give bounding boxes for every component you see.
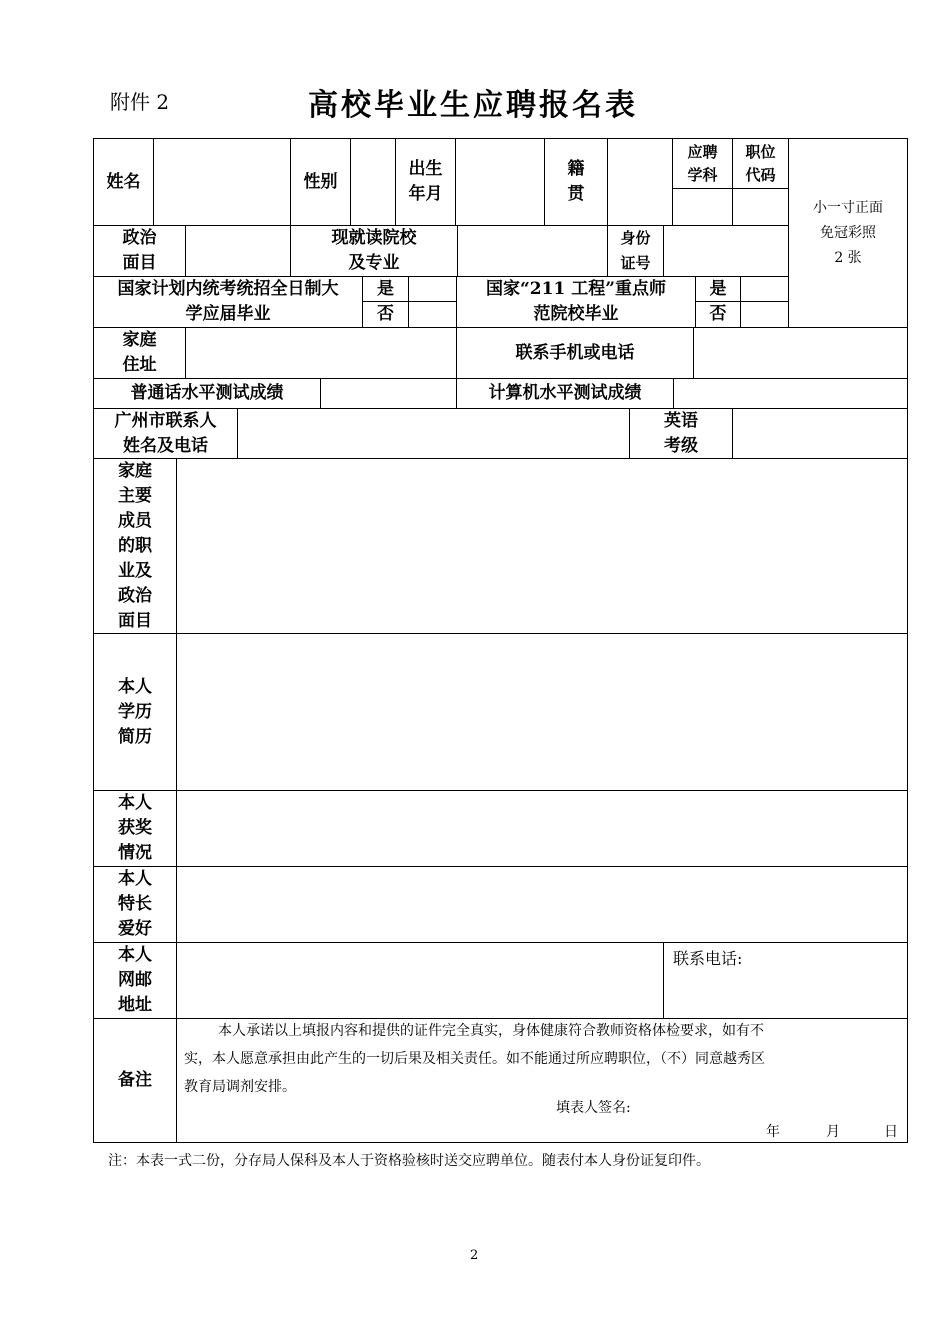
national-plan-no-checkbox[interactable] (409, 302, 456, 327)
native-place-label: 籍 贯 (567, 159, 585, 204)
computer-score-label: 计算机水平测试成绩 (488, 383, 642, 403)
political-status-label: 政治 面目 (122, 228, 157, 273)
remarks-text (184, 1017, 904, 1101)
signature-field[interactable] (650, 1095, 850, 1117)
applied-subject-field[interactable] (673, 189, 732, 225)
national-plan-no-label: 否 (377, 304, 394, 324)
putonghua-score-label: 普通话水平测试成绩 (130, 383, 284, 403)
key-normal-school-label: 国家“211 工程”重点师 范院校毕业 (486, 279, 666, 324)
contact-phone-field[interactable] (664, 970, 907, 1018)
awards-label: 本人 获奖 情况 (118, 793, 152, 863)
remarks-line-2: 实，本人愿意承担由此产生的一切后果及相关责任。如不能通过所应聘职位，（不）同意越秀区 (184, 1051, 765, 1067)
awards-field[interactable] (177, 791, 907, 866)
email-label: 本人 网邮 地址 (118, 945, 152, 1015)
name-label: 姓名 (106, 171, 141, 192)
education-resume-field[interactable] (177, 634, 907, 790)
date-day-label: 日 (884, 1124, 898, 1140)
native-place-field[interactable] (608, 139, 672, 225)
id-number-label: 身份 证号 (620, 229, 651, 272)
remarks-label: 备注 (118, 1070, 152, 1090)
school-major-label: 现就读院校 及专业 (331, 228, 417, 273)
key-school-yes-label: 是 (709, 278, 727, 299)
english-level-field[interactable] (733, 409, 907, 458)
footnote: 注：本表一式二份，分存局人保科及本人于资格验核时送交应聘单位。随表付本人身份证复印件。 (108, 1153, 710, 1169)
national-plan-yes-label: 是 (377, 278, 394, 299)
position-code-field[interactable] (733, 189, 788, 225)
contact-phone-label: 联系电话: (673, 949, 743, 968)
page-number: 2 (470, 1248, 479, 1263)
id-number-field[interactable] (664, 226, 788, 276)
national-plan-graduate-label: 国家计划内统考统招全日制大 学应届毕业 (117, 279, 339, 324)
family-members-label: 家庭 主要 成员 的职 业及 政治 面目 (118, 460, 152, 631)
email-field[interactable] (177, 943, 663, 1018)
key-school-no-checkbox[interactable] (741, 302, 788, 327)
remarks-line-3: 教育局调剂安排。 (184, 1079, 296, 1095)
home-address-field[interactable] (186, 328, 456, 378)
family-members-field[interactable] (177, 459, 907, 633)
applied-subject-label: 应聘 学科 (687, 142, 718, 184)
national-plan-yes-checkbox[interactable] (409, 277, 456, 301)
photo-placeholder[interactable]: 小一寸正面 免冠彩照 2 张 (813, 199, 883, 266)
form-title: 高校毕业生应聘报名表 (308, 88, 638, 123)
hobbies-label: 本人 特长 爱好 (118, 869, 152, 939)
gender-field[interactable] (351, 139, 395, 225)
key-school-yes-checkbox[interactable] (741, 277, 788, 301)
position-code-label: 职位 代码 (745, 142, 776, 184)
hobbies-field[interactable] (177, 867, 907, 942)
mobile-phone-field[interactable] (694, 328, 907, 378)
remarks-line-1: 本人承诺以上填报内容和提供的证件完全真实，身体健康符合教师资格体检要求，如有不 (218, 1023, 764, 1039)
key-school-no-label: 否 (709, 304, 727, 324)
signature-label: 填表人签名: (556, 1100, 631, 1116)
date-year-label: 年 (766, 1124, 780, 1140)
computer-score-field[interactable] (674, 379, 907, 408)
guangzhou-contact-field[interactable] (238, 409, 629, 458)
birth-date-field[interactable] (456, 139, 544, 225)
date-month-label: 月 (826, 1124, 840, 1140)
political-status-field[interactable] (186, 226, 290, 276)
putonghua-score-field[interactable] (321, 379, 456, 408)
mobile-phone-label: 联系手机或电话 (515, 342, 635, 363)
birth-label: 出生 年月 (408, 159, 443, 204)
education-resume-label: 本人 学历 简历 (118, 676, 152, 747)
home-address-label: 家庭 住址 (122, 330, 157, 375)
gender-label: 性别 (303, 171, 338, 192)
guangzhou-contact-label: 广州市联系人 姓名及电话 (114, 410, 217, 456)
name-field[interactable] (154, 139, 290, 225)
school-major-field[interactable] (458, 226, 607, 276)
english-level-label: 英语 考级 (664, 410, 698, 456)
attachment-label: 附件 2 (110, 90, 170, 114)
